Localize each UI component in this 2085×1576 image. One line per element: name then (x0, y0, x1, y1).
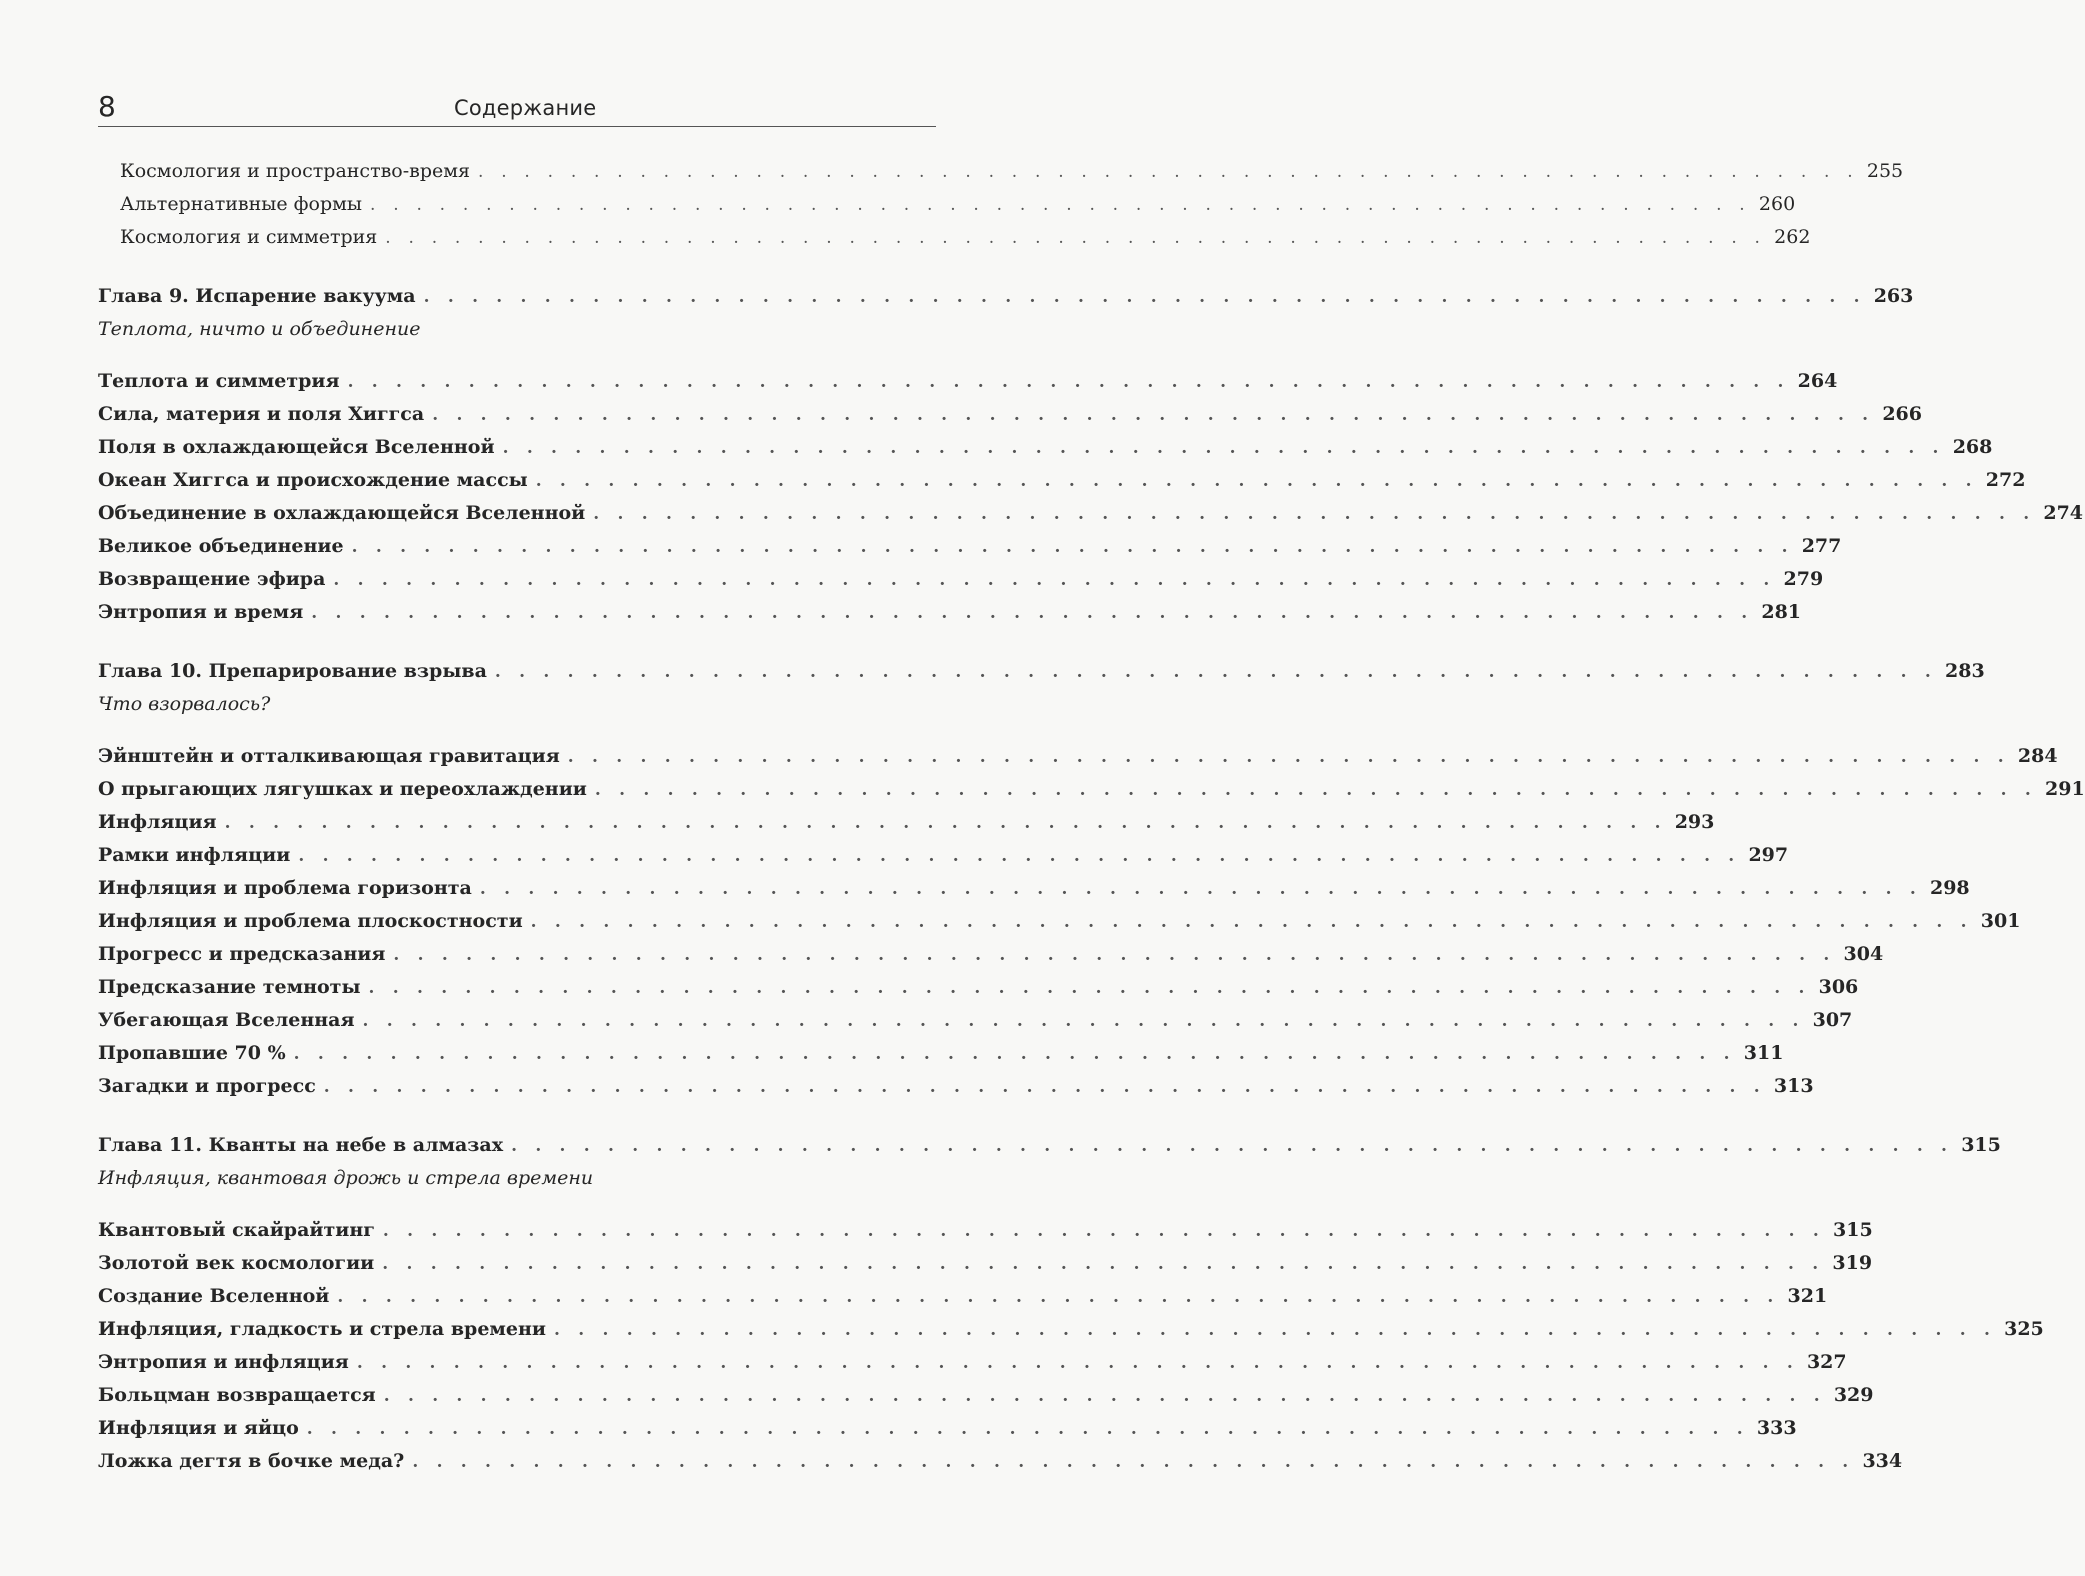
section-title: Объединение в охлаждающейся Вселенной (98, 502, 586, 524)
chapter-page: 283 (1945, 660, 1985, 682)
section-title: Возвращение эфира (98, 568, 326, 590)
dot-leader: . . . . . . . . . . . . . . . . . . . . . . . . . . . . . . . . . . . . . . . . . . . . . . . . . . . . . . . . . . . . (423, 287, 1866, 307)
section-title: Инфляция и яйцо (98, 1417, 299, 1439)
section-title: Теплота и симметрия (98, 370, 340, 392)
section-page: 279 (1783, 568, 1824, 590)
section-page: 301 (1980, 910, 2021, 932)
section-page: 311 (1743, 1042, 1784, 1064)
toc-section[interactable] (98, 872, 1970, 905)
dot-leader: . . . . . . . . . . . . . . . . . . . . . . . . . . . . . . . . . . . . . . . . . . . . . . . . . . . . . . . . . . . . (382, 1221, 1826, 1241)
section-page: 255 (1866, 160, 1904, 182)
toc-section[interactable] (98, 1346, 1847, 1379)
dot-leader: . . . . . . . . . . . . . . . . . . . . . . . . . . . . . . . . . . . . . . . . . . . . . . . . . . . . . . . . . . . . (337, 1287, 1780, 1307)
chapter-title: Глава 9. Испарение вакуума (98, 285, 416, 307)
dot-leader: . . . . . . . . . . . . . . . . . . . . . . . . . . . . . . . . . . . . . . . . . . . . . . . . . . . . . . . . . . . . (356, 1353, 1799, 1373)
table-of-contents (98, 155, 2085, 1478)
chapter-heading[interactable] (98, 280, 1914, 313)
section-title: Инфляция (98, 811, 217, 833)
toc-section[interactable] (98, 773, 2085, 806)
dot-leader: . . . . . . . . . . . . . . . . . . . . . . . . . . . . . . . . . . . . . . . . . . . . . . . . . . . . . . . . . . . . (293, 1044, 1736, 1064)
dot-leader: . . . . . . . . . . . . . . . . . . . . . . . . . . . . . . . . . . . . . . . . . . . . . . . . . . . . . . . . . . . . (311, 603, 1754, 623)
toc-section[interactable] (98, 497, 2084, 530)
toc-section[interactable] (98, 365, 1838, 398)
section-page: 307 (1812, 1009, 1853, 1031)
section-title: Океан Хиггса и происхождение массы (98, 469, 528, 491)
toc-section[interactable] (98, 1070, 1814, 1103)
chapter-11 (98, 1129, 2044, 1478)
toc-section[interactable] (98, 1412, 1797, 1445)
toc-section[interactable] (98, 839, 1789, 872)
section-title: Эйнштейн и отталкивающая гравитация (98, 745, 560, 767)
chapter-section-list (98, 740, 2085, 1103)
toc-section[interactable] (98, 905, 2021, 938)
dot-leader: . . . . . . . . . . . . . . . . . . . . . . . . . . . . . . . . . . . . . . . . . . . . . . . . . . . . . . . . . . . . (333, 570, 1776, 590)
dot-leader: . . . . . . . . . . . . . . . . . . . . . . . . . . . . . . . . . . . . . . . . . . . . . . . . . . . . . . . . . . . . (323, 1077, 1766, 1097)
toc-section[interactable] (98, 740, 2058, 773)
toc-section[interactable] (98, 530, 1842, 563)
dot-leader: . . . . . . . . . . . . . . . . . . . . . . . . . . . . . . . . . . . . . . . . . . . . . . . . . . . . . . . . . . . . (298, 846, 1741, 866)
toc-section[interactable] (98, 1313, 2044, 1346)
section-title: Предсказание темноты (98, 976, 361, 998)
dot-leader: . . . . . . . . . . . . . . . . . . . . . . . . . . . . . . . . . . . . . . . . . . . . . . . . . . . . . . . . . . . . (383, 1386, 1826, 1406)
toc-section[interactable] (98, 806, 1715, 839)
section-page: 327 (1806, 1351, 1847, 1373)
dot-leader: . . . . . . . . . . . . . . . . . . . . . . . . . . . . . . . . . . . . . . . . . . . . . . . . . . . . . . . . . . . . (351, 537, 1794, 557)
section-page: 272 (1985, 469, 2026, 491)
section-title: Инфляция и проблема горизонта (98, 877, 472, 899)
dot-leader: . . . . . . . . . . . . . . . . . . . . . . . . . . . . . . . . . . . . . . . . . . . . . . . . . . . . . . . . . . . . (412, 1452, 1855, 1472)
section-title: Больцман возвращается (98, 1384, 376, 1406)
section-title: Энтропия и время (98, 601, 304, 623)
dot-leader: . . . . . . . . . . . . . . . . . . . . . . . . . . . . . . . . . . . . . . . . . . . . . . . . . . . . . . . . . . . . (567, 747, 2010, 767)
toc-section[interactable] (98, 938, 1884, 971)
dot-leader: . . . . . . . . . . . . . . . . . . . . . . . . . . . . . . . . . . . . . . . . . . . . . . . . . . . . . . . . . . . . (432, 405, 1875, 425)
dot-leader: . . . . . . . . . . . . . . . . . . . . . . . . . . . . . . . . . . . . . . . . . . . . . . . . . . . . . . . . . . . . (494, 662, 1937, 682)
section-page: 334 (1862, 1450, 1903, 1472)
dot-leader: . . . . . . . . . . . . . . . . . . . . . . . . . . . . . . . . . . . . . . . . . . . . . . . . . . . . . . . . . . . . (530, 912, 1973, 932)
dot-leader: . . . . . . . . . . . . . . . . . . . . . . . . . . . . . . . . . . . . . . . . . . . . . . . . . . . . . . . . . . . . (347, 372, 1790, 392)
section-page: 268 (1952, 436, 1993, 458)
dot-leader: . . . . . . . . . . . . . . . . . . . . . . . . . . . . . . . . . . . . . . . . . . . . . . . . . . . . . . . . . . . . (478, 162, 1859, 182)
section-page: 304 (1843, 943, 1884, 965)
page-number: 8 (98, 90, 116, 123)
toc-section[interactable] (98, 1037, 1784, 1070)
section-page: 274 (2043, 502, 2084, 524)
section-page: 313 (1773, 1075, 1814, 1097)
chapter-page: 315 (1961, 1134, 2001, 1156)
chapter-title: Глава 11. Кванты на небе в алмазах (98, 1134, 504, 1156)
dot-leader: . . . . . . . . . . . . . . . . . . . . . . . . . . . . . . . . . . . . . . . . . . . . . . . . . . . . . . . . . . . . (594, 780, 2037, 800)
chapter-section-list (98, 365, 2084, 629)
section-page: 333 (1756, 1417, 1797, 1439)
toc-section[interactable] (98, 563, 1824, 596)
toc-section[interactable] (98, 1379, 1874, 1412)
section-page: 266 (1882, 403, 1922, 425)
section-title: Космология и симметрия (120, 226, 378, 248)
dot-leader: . . . . . . . . . . . . . . . . . . . . . . . . . . . . . . . . . . . . . . . . . . . . . . . . . . . . . . . . . . . . (593, 504, 2036, 524)
section-page: 281 (1761, 601, 1802, 623)
section-title: Загадки и прогресс (98, 1075, 316, 1097)
toc-section[interactable] (98, 431, 1993, 464)
chapter-subtitle: Теплота, ничто и объединение (98, 318, 421, 340)
dot-leader: . . . . . . . . . . . . . . . . . . . . . . . . . . . . . . . . . . . . . . . . . . . . . . . . . . . . . . . . . . . . (382, 1254, 1825, 1274)
section-page: 329 (1833, 1384, 1874, 1406)
running-head: Содержание (454, 96, 597, 120)
section-title: Квантовый скайрайтинг (98, 1219, 375, 1241)
section-page: 293 (1674, 811, 1715, 833)
dot-leader: . . . . . . . . . . . . . . . . . . . . . . . . . . . . . . . . . . . . . . . . . . . . . . . . . . . . . . . . . . . . (224, 813, 1667, 833)
toc-section[interactable] (98, 398, 1922, 431)
section-title: Сила, материя и поля Хиггса (98, 403, 425, 425)
section-page: 325 (2004, 1318, 2044, 1340)
section-page: 277 (1801, 535, 1842, 557)
chapter-section-list (98, 1214, 2044, 1478)
section-title: Альтернативные формы (120, 193, 363, 215)
dot-leader: . . . . . . . . . . . . . . . . . . . . . . . . . . . . . . . . . . . . . . . . . . . . . . . . . . . . . . . . . . . . (511, 1136, 1954, 1156)
toc-section[interactable] (98, 1445, 1903, 1478)
section-page: 260 (1758, 193, 1796, 215)
section-page: 321 (1787, 1285, 1828, 1307)
section-title: О прыгающих лягушках и переохлаждении (98, 778, 587, 800)
section-title: Космология и пространство-время (120, 160, 471, 182)
toc-section[interactable] (120, 188, 1796, 221)
section-title: Великое объединение (98, 535, 344, 557)
toc-section[interactable] (98, 1280, 1828, 1313)
dot-leader: . . . . . . . . . . . . . . . . . . . . . . . . . . . . . . . . . . . . . . . . . . . . . . . . . . . . . . . . . . . . (502, 438, 1945, 458)
dot-leader: . . . . . . . . . . . . . . . . . . . . . . . . . . . . . . . . . . . . . . . . . . . . . . . . . . . . . . . . . . . . (306, 1419, 1749, 1439)
section-title: Прогресс и предсказания (98, 943, 386, 965)
chapter-heading[interactable] (98, 655, 1985, 688)
chapter-10 (98, 655, 2085, 1103)
section-page: 262 (1774, 226, 1811, 248)
section-title: Поля в охлаждающейся Вселенной (98, 436, 495, 458)
section-page: 297 (1748, 844, 1789, 866)
section-title: Инфляция, гладкость и стрела времени (98, 1318, 546, 1340)
section-title: Энтропия и инфляция (98, 1351, 349, 1373)
chapter-heading[interactable] (98, 1129, 2001, 1162)
section-page: 298 (1929, 877, 1970, 899)
toc-section[interactable] (120, 155, 1904, 188)
dot-leader: . . . . . . . . . . . . . . . . . . . . . . . . . . . . . . . . . . . . . . . . . . . . . . . . . . . . . . . . . . . . (554, 1320, 1997, 1340)
toc-section[interactable] (98, 596, 1802, 629)
dot-leader: . . . . . . . . . . . . . . . . . . . . . . . . . . . . . . . . . . . . . . . . . . . . . . . . . . . . . . . . . . . . (479, 879, 1922, 899)
dot-leader: . . . . . . . . . . . . . . . . . . . . . . . . . . . . . . . . . . . . . . . . . . . . . . . . . . . . . . . . . . . . (393, 945, 1836, 965)
intro-section-list (98, 155, 1904, 254)
page-header (98, 86, 936, 127)
dot-leader: . . . . . . . . . . . . . . . . . . . . . . . . . . . . . . . . . . . . . . . . . . . . . . . . . . . . . . . . . . . . (370, 195, 1751, 215)
chapter-title: Глава 10. Препарирование взрыва (98, 660, 487, 682)
toc-section[interactable] (120, 221, 1811, 254)
dot-leader: . . . . . . . . . . . . . . . . . . . . . . . . . . . . . . . . . . . . . . . . . . . . . . . . . . . . . . . . . . . . (362, 1011, 1805, 1031)
chapter-subtitle: Что взорвалось? (98, 693, 271, 715)
section-title: Рамки инфляции (98, 844, 291, 866)
chapter-9 (98, 280, 2084, 629)
toc-section[interactable] (98, 971, 1859, 1004)
toc-section[interactable] (98, 1214, 1873, 1247)
section-title: Золотой век космологии (98, 1252, 375, 1274)
section-title: Инфляция и проблема плоскостности (98, 910, 523, 932)
section-title: Создание Вселенной (98, 1285, 330, 1307)
section-title: Убегающая Вселенная (98, 1009, 355, 1031)
toc-section[interactable] (98, 464, 2026, 497)
section-page: 264 (1797, 370, 1838, 392)
section-title: Пропавшие 70 % (98, 1042, 286, 1064)
chapter-subtitle: Инфляция, квантовая дрожь и стрела времени (98, 1167, 594, 1189)
chapter-page: 263 (1873, 285, 1914, 307)
section-page: 315 (1833, 1219, 1873, 1241)
section-page: 291 (2045, 778, 2085, 800)
section-page: 319 (1832, 1252, 1873, 1274)
dot-leader: . . . . . . . . . . . . . . . . . . . . . . . . . . . . . . . . . . . . . . . . . . . . . . . . . . . . . . . . . . . . (385, 228, 1767, 248)
toc-section[interactable] (98, 1004, 1853, 1037)
section-page: 306 (1818, 976, 1859, 998)
toc-section[interactable] (98, 1247, 1873, 1280)
section-page: 284 (2017, 745, 2058, 767)
dot-leader: . . . . . . . . . . . . . . . . . . . . . . . . . . . . . . . . . . . . . . . . . . . . . . . . . . . . . . . . . . . . (368, 978, 1811, 998)
section-title: Ложка дегтя в бочке меда? (98, 1450, 405, 1472)
dot-leader: . . . . . . . . . . . . . . . . . . . . . . . . . . . . . . . . . . . . . . . . . . . . . . . . . . . . . . . . . . . . (535, 471, 1978, 491)
